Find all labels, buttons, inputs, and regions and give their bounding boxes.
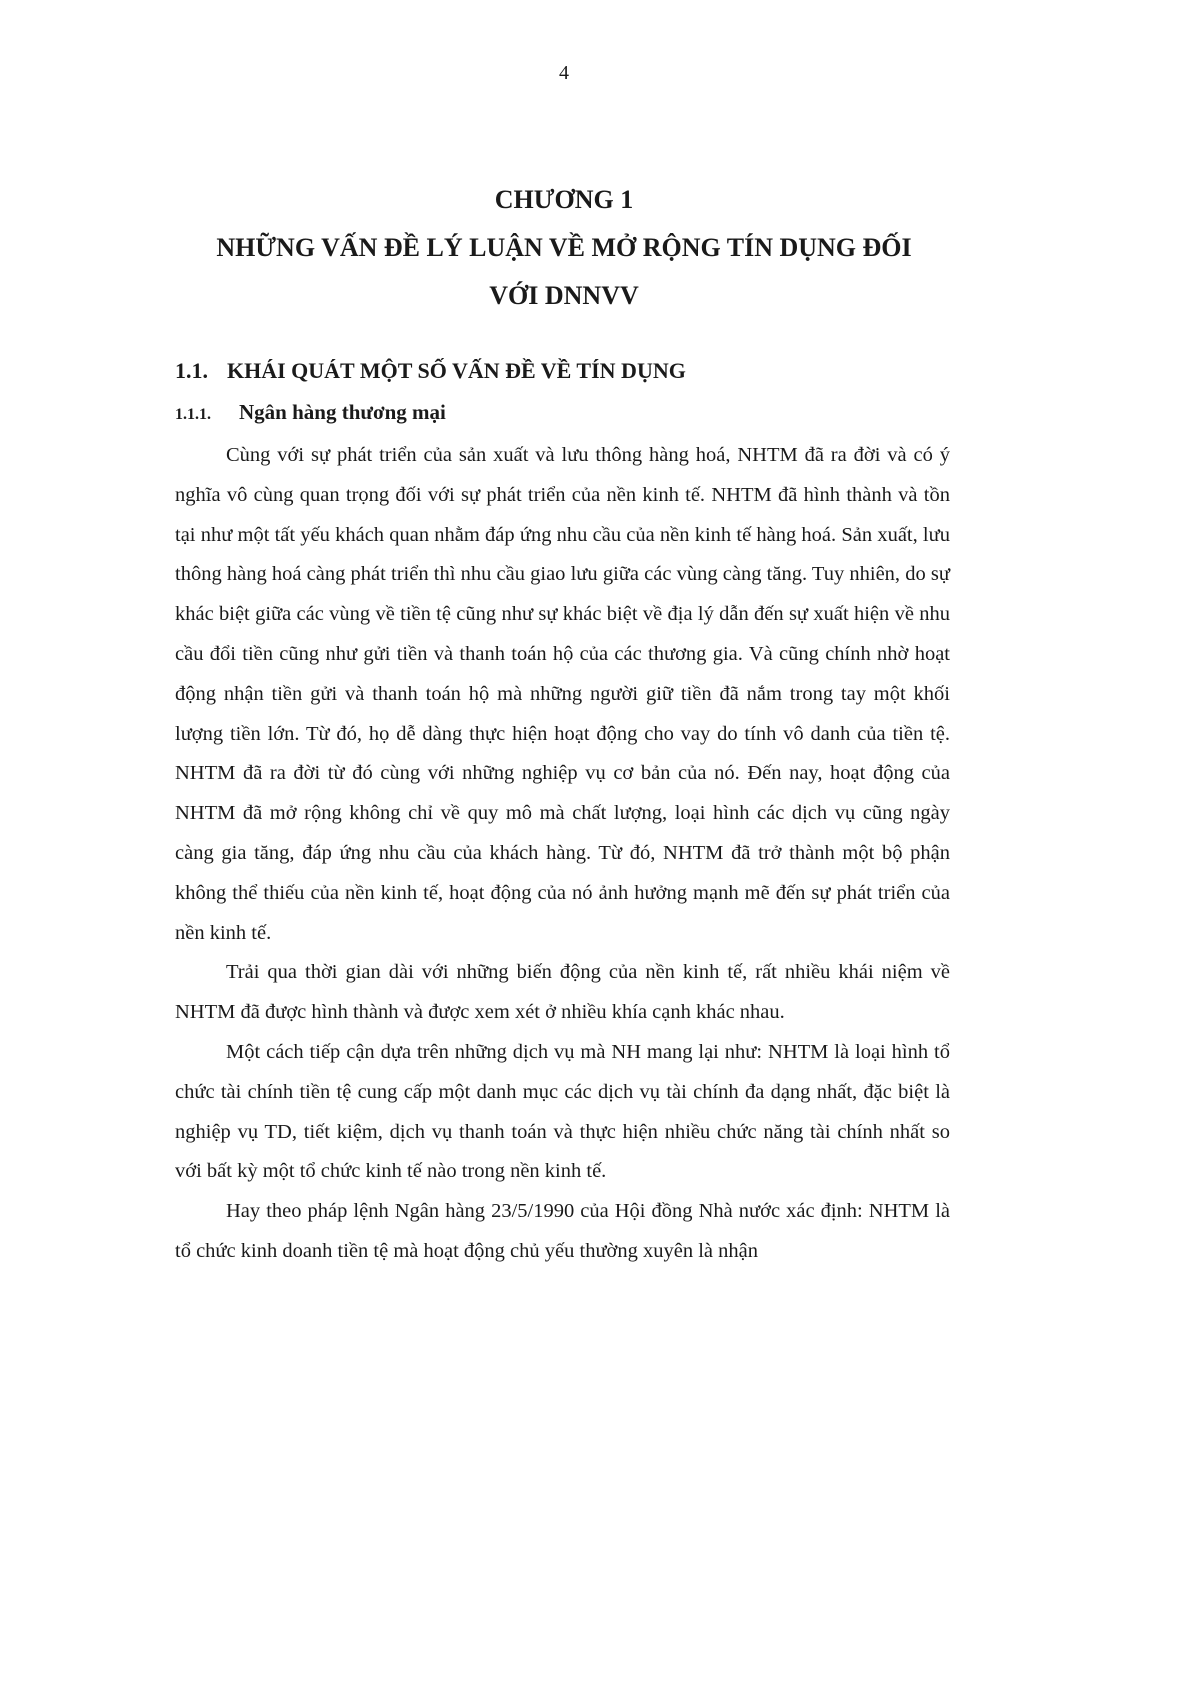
paragraph-2: Trải qua thời gian dài với những biến động của nền kinh tế, rất nhiều khái niệm về NHTM đã được hình thành và được xem xét ở nhiều khía cạnh khác nhau. [175,961,950,1024]
paragraph-4: Hay theo pháp lệnh Ngân hàng 23/5/1990 của Hội đồng Nhà nước xác định: NHTM là tổ chức kinh doanh tiền tệ mà hoạt động chủ yếu thường xuyên là nhận [175,1200,950,1262]
body-text [175,436,950,1272]
section-title: KHÁI QUÁT MỘT SỐ VẤN ĐỀ VỀ TÍN DỤNG [227,358,686,383]
subsection-title: Ngân hàng thương mại [239,400,446,424]
chapter-label: CHƯƠNG 1 [494,185,634,214]
paragraph-1: Cùng với sự phát triển của sản xuất và lưu thông hàng hoá, NHTM đã ra đời và có ý nghĩa vô cùng quan trọng đối với sự phát triển của nền kinh tế. NHTM đã hình thành và tồn tại như một tất yếu khách quan nhằm đáp ứng nhu cầu của nền kinh tế hàng hoá. Sản xuất, lưu thông hàng hoá càng phát triển thì nhu cầu giao lưu giữa các vùng càng tăng. Tuy nhiên, do sự khác biệt giữa các vùng về tiền tệ cũng như sự khác biệt về địa lý dẫn đến sự xuất hiện về nhu cầu đổi tiền cũng như gửi tiền và thanh toán hộ của các thương gia. Và cũng chính nhờ hoạt động nhận tiền gửi và thanh toán hộ mà những người giữ tiền đã nắm trong tay một khối lượng tiền lớn. Từ đó, họ dễ dàng thực hiện hoạt động cho vay do tính vô danh của tiền tệ. NHTM đã ra đời từ đó cùng với những nghiệp vụ cơ bản của nó. Đến nay, hoạt động của NHTM đã mở rộng không chỉ về quy mô mà chất lượng, loại hình các dịch vụ cũng ngày càng gia tăng, đáp ứng nhu cầu của khách hàng. Từ đó, NHTM đã trở thành một bộ phận không thể thiếu của nền kinh tế, hoạt động của nó ảnh hưởng mạnh mẽ đến sự phát triển của nền kinh tế. [175,444,950,944]
chapter-title-line-2: VỚI DNNVV [489,281,639,310]
section-heading [175,358,686,384]
subsection-number: 1.1.1. [175,406,211,423]
chapter-heading [0,176,1128,320]
chapter-title-line-1: NHỮNG VẤN ĐỀ LÝ LUẬN VỀ MỞ RỘNG TÍN DỤNG ĐỐI [216,233,912,262]
page-number: 4 [559,62,569,84]
section-number: 1.1. [175,358,208,383]
subsection-heading [175,400,446,425]
paragraph-3: Một cách tiếp cận dựa trên những dịch vụ mà NH mang lại như: NHTM là loại hình tổ chức tài chính tiền tệ cung cấp một danh mục các dịch vụ tài chính đa dạng nhất, đặc biệt là nghiệp vụ TD, tiết kiệm, dịch vụ thanh toán và thực hiện nhiều chức năng tài chính nhất so với bất kỳ một tổ chức kinh tế nào trong nền kinh tế. [175,1040,950,1183]
